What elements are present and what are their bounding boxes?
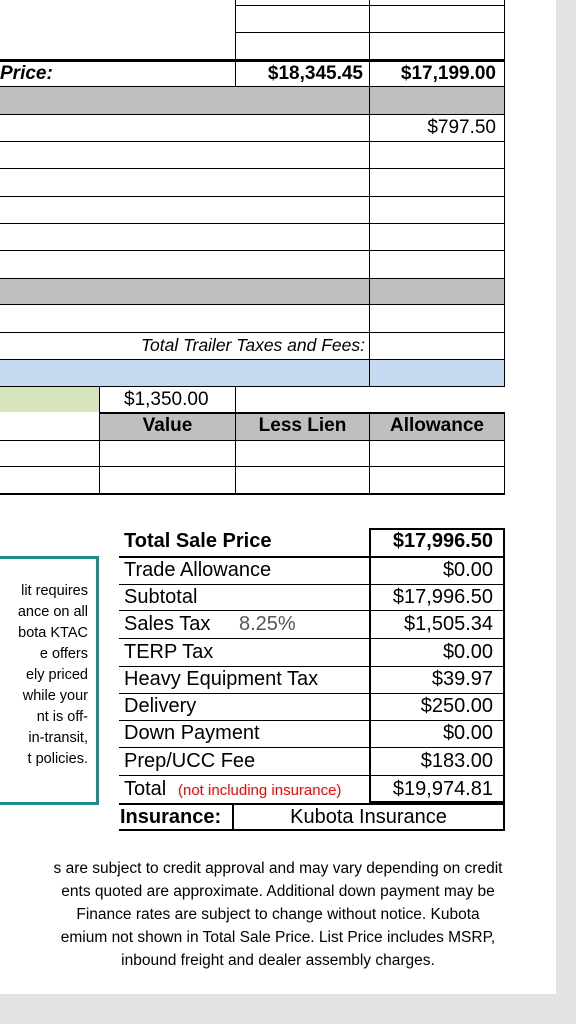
rule xyxy=(369,693,505,694)
rule xyxy=(0,440,505,441)
rule xyxy=(235,5,505,6)
summary-value-heavy-equipment-tax: $39.97 xyxy=(431,668,493,690)
rule xyxy=(0,493,505,495)
price-value-b: $17,199.00 xyxy=(400,63,496,84)
green-band xyxy=(0,386,99,412)
rule xyxy=(369,720,505,721)
total-note: (not including insurance) xyxy=(178,782,342,799)
summary-value-prep-ucc-fee: $183.00 xyxy=(420,750,493,772)
notice-line: lit requires xyxy=(21,583,88,599)
notice-line: nt is off- xyxy=(36,709,88,725)
footer-line: ents quoted are approximate. Additional down payment may be xyxy=(61,883,495,900)
rule xyxy=(369,775,505,776)
price-value-a: $18,345.45 xyxy=(267,63,363,84)
summary-label-trade-allowance: Trade Allowance xyxy=(124,559,272,581)
rule xyxy=(369,666,505,667)
col-less-lien: Less Lien xyxy=(258,415,347,436)
rule xyxy=(0,359,505,360)
trade-amount: $1,350.00 xyxy=(124,389,209,410)
col-value: Value xyxy=(142,415,193,436)
summary-label-total-sale-price: Total Sale Price xyxy=(124,530,272,552)
rule xyxy=(0,59,505,62)
rule xyxy=(0,386,505,387)
rule xyxy=(0,168,505,169)
rule xyxy=(119,638,369,639)
rule xyxy=(119,720,369,721)
rule xyxy=(99,412,505,414)
rule xyxy=(0,250,505,251)
first-line-value: $797.50 xyxy=(427,117,496,138)
summary-label-terp-tax: TERP Tax xyxy=(124,641,214,663)
trailer-total-label: Total Trailer Taxes and Fees: xyxy=(140,335,365,355)
rule xyxy=(0,304,505,305)
rule xyxy=(119,584,369,585)
rule xyxy=(369,556,505,558)
rule xyxy=(0,114,505,115)
summary-value-terp-tax: $0.00 xyxy=(442,641,493,663)
summary-label-prep-ucc-fee: Prep/UCC Fee xyxy=(124,750,256,772)
summary-value-subtotal: $17,996.50 xyxy=(392,586,493,608)
footer-line: Finance rates are subject to change without notice. Kubota xyxy=(76,906,480,923)
rule xyxy=(504,0,505,386)
rule xyxy=(119,610,369,611)
rule xyxy=(0,141,505,142)
rule xyxy=(369,610,505,611)
summary-value-total: $19,974.81 xyxy=(392,778,493,800)
rule xyxy=(119,775,369,776)
rule xyxy=(119,693,369,694)
gray-band-1 xyxy=(0,86,505,114)
footer-line: inbound freight and dealer assembly charges. xyxy=(121,952,435,969)
rule xyxy=(235,386,236,494)
insurance-label: Insurance: xyxy=(120,806,222,828)
rule xyxy=(0,332,505,333)
notice-line: bota KTAC xyxy=(18,625,88,641)
footer-line: emium not shown in Total Sale Price. List Price includes MSRP, xyxy=(60,929,496,946)
gray-band-2 xyxy=(0,278,505,304)
summary-value-trade-allowance: $0.00 xyxy=(442,559,493,581)
notice-line: while your xyxy=(22,688,88,704)
summary-value-delivery: $250.00 xyxy=(420,695,493,717)
notice-line: ely priced xyxy=(25,667,88,683)
summary-label-sales-tax: Sales Tax xyxy=(124,613,211,635)
rule xyxy=(0,278,505,279)
notice-line: ance on all xyxy=(17,604,88,620)
summary-value-total-sale-price: $17,996.50 xyxy=(392,530,493,552)
rule xyxy=(119,666,369,667)
summary-label-delivery: Delivery xyxy=(124,695,197,717)
blue-band xyxy=(0,359,505,386)
notice-line: e offers xyxy=(39,646,88,662)
rule xyxy=(0,466,505,467)
rule xyxy=(369,747,505,748)
rule xyxy=(504,412,505,494)
rule xyxy=(0,86,505,87)
insurance-value: Kubota Insurance xyxy=(290,806,447,828)
rule xyxy=(0,196,505,197)
rule xyxy=(119,556,369,558)
summary-label-subtotal: Subtotal xyxy=(124,586,198,608)
rule xyxy=(369,584,505,585)
rule xyxy=(0,223,505,224)
summary-label-total: Total xyxy=(124,778,167,800)
summary-label-down-payment: Down Payment xyxy=(124,722,260,744)
notice-line: t policies. xyxy=(27,751,88,767)
summary-value-down-payment: $0.00 xyxy=(442,722,493,744)
summary-value-sales-tax: $1,505.34 xyxy=(404,613,493,635)
summary-label-heavy-equipment-tax: Heavy Equipment Tax xyxy=(124,668,319,690)
sales-tax-rate: 8.25% xyxy=(239,613,296,635)
credit-notice-box xyxy=(0,556,99,805)
rule xyxy=(99,386,100,494)
price-label: Price: xyxy=(0,63,53,84)
rule xyxy=(119,829,505,831)
rule xyxy=(119,747,369,748)
rule xyxy=(235,32,505,33)
notice-line: in-transit, xyxy=(28,730,88,746)
rule xyxy=(369,638,505,639)
col-allowance: Allowance xyxy=(390,415,484,436)
footer-line: s are subject to credit approval and may vary depending on credit xyxy=(53,860,503,877)
